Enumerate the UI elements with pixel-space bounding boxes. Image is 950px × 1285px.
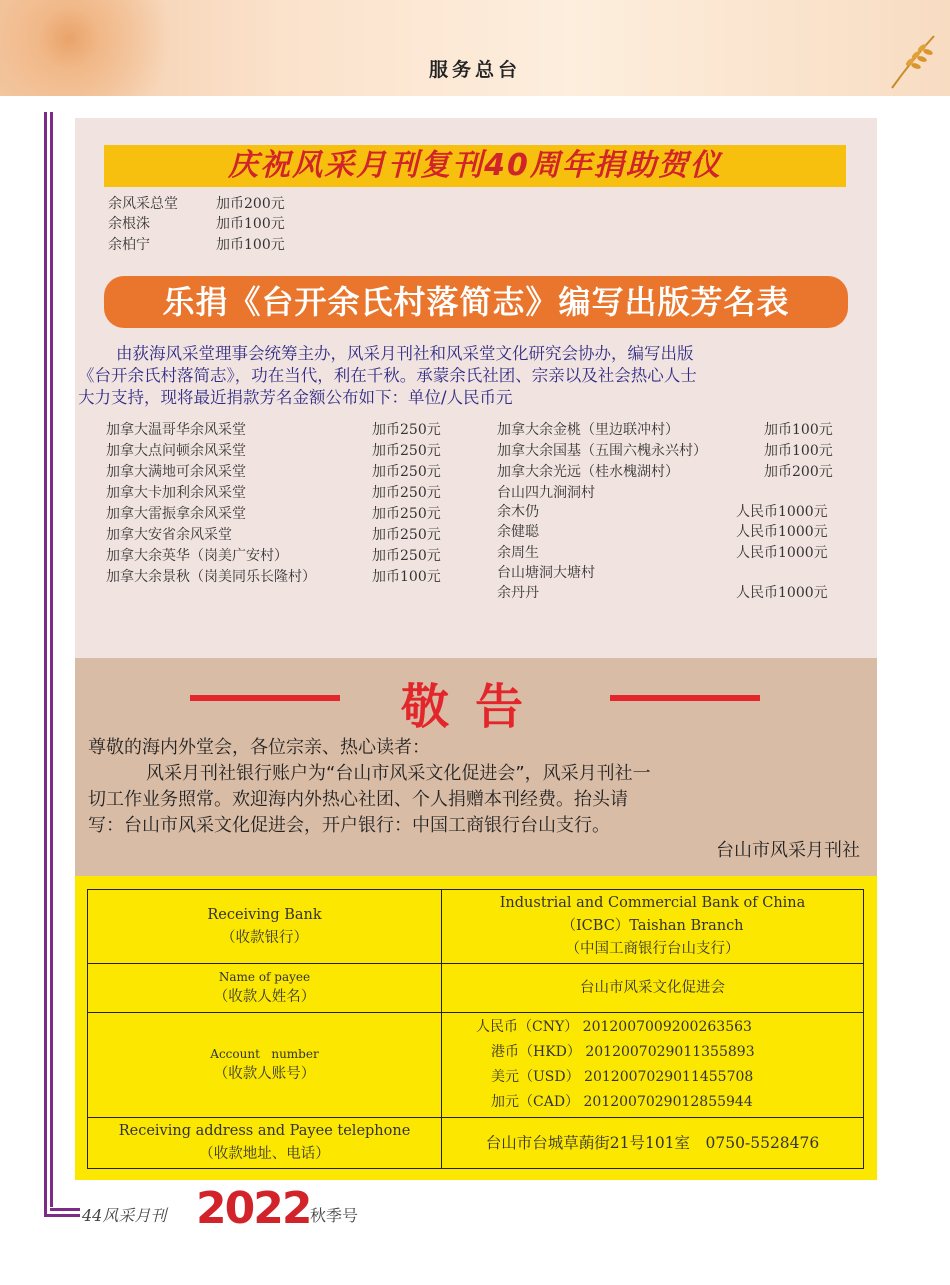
currency-label: 人民币（CNY） <box>476 1019 579 1035</box>
magazine-name: 风采月刊 <box>102 1206 167 1225</box>
address-value: 台山市台城草蓢街21号101室 0750-5528476 <box>442 1118 864 1169</box>
account-values <box>442 1013 864 1118</box>
table-row <box>88 964 864 1013</box>
notice-signature: 台山市风采月刊社 <box>716 840 860 861</box>
donor-name: 加拿大满地可余风采堂 <box>106 464 246 480</box>
payee-label <box>88 964 442 1013</box>
label-en: Name of payee <box>218 969 311 984</box>
donor-name: 加拿大余景秋（岗美同乐长隆村） <box>106 569 316 585</box>
account-number: 2012007009200263563 <box>582 1019 752 1035</box>
currency-label: 港币（HKD） <box>491 1044 581 1060</box>
currency-label: 加元（CAD） <box>491 1094 580 1110</box>
account-number: 2012007029011455708 <box>584 1069 754 1085</box>
donor-name: 余柏宁 <box>108 237 150 253</box>
anniversary-banner: 庆祝风采月刊复刊40周年捐助贺仪 <box>104 145 846 187</box>
donor-name: 余风采总堂 <box>108 196 178 212</box>
donor-name: 加拿大余英华（岗美广安村） <box>106 548 288 564</box>
page-footer <box>82 1203 166 1226</box>
account-row-hkd <box>446 1040 859 1065</box>
intro-line: 大力支持，现将最近捐款芳名金额公布如下：单位/人民币元 <box>78 388 513 407</box>
donor-name: 加拿大余国基（五围六槐永兴村） <box>497 443 707 459</box>
donor-amount: 加币250元 <box>372 422 441 438</box>
label-en: Account number <box>210 1046 319 1061</box>
payee-value: 台山市风采文化促进会 <box>442 964 864 1013</box>
donor-amount: 加币100元 <box>764 443 833 459</box>
donor-name: 加拿大温哥华余风采堂 <box>106 422 246 438</box>
donor-amount: 加币100元 <box>372 569 441 585</box>
address-label <box>88 1118 442 1169</box>
bank-info-table <box>87 889 864 1169</box>
publication-intro <box>78 343 878 409</box>
left-border-rule-inner <box>50 112 53 1207</box>
donor-amount: 加币100元 <box>216 237 285 253</box>
table-row <box>88 1013 864 1118</box>
section-title: 服务总台 <box>428 59 521 81</box>
account-number: 2012007029012855944 <box>583 1094 753 1110</box>
notice-title: 敬告 <box>400 679 549 735</box>
bottom-border-rule <box>44 1214 80 1217</box>
donor-amount: 人民币1000元 <box>736 585 828 601</box>
left-border-rule <box>44 112 47 1217</box>
notice-body <box>88 735 878 839</box>
donor-name: 余根洙 <box>108 216 150 232</box>
donor-name: 余丹丹 <box>497 585 539 601</box>
donor-amount: 加币250元 <box>372 485 441 501</box>
issue-season: 秋季号 <box>310 1206 359 1225</box>
donor-amount: 加币250元 <box>372 443 441 459</box>
account-row-usd <box>446 1065 859 1090</box>
donor-group: 台山塘洞大塘村 <box>497 565 595 581</box>
label-en: Receiving Bank <box>207 906 322 923</box>
intro-line: 由荻海风采堂理事会统筹主办，风采月刊社和风采堂文化研究会协办，编写出版 <box>116 344 694 363</box>
label-en: Receiving address and Payee telephone <box>118 1123 411 1139</box>
label-cn: （收款人姓名） <box>213 988 316 1005</box>
donor-name: 余木仍 <box>497 504 539 520</box>
donor-amount: 加币250元 <box>372 506 441 522</box>
donor-name: 加拿大卡加利余风采堂 <box>106 485 246 501</box>
bank-name-cn: （中国工商银行台山支行） <box>565 941 740 957</box>
donor-name: 加拿大余金桃（里边联冲村） <box>497 422 679 438</box>
donor-group: 台山四九涧洞村 <box>497 485 595 501</box>
donor-amount: 加币100元 <box>764 422 833 438</box>
donor-amount: 加币250元 <box>372 548 441 564</box>
donor-amount: 人民币1000元 <box>736 524 828 540</box>
notice-line: 切工作业务照常。欢迎海内外热心社团、个人捐赠本刊经费。抬头请 <box>88 789 628 810</box>
account-row-cny <box>446 1015 859 1040</box>
notice-line: 风采月刊社银行账户为“台山市风采文化促进会”，风采月刊社一 <box>146 763 651 784</box>
label-cn: （收款地址、电话） <box>199 1146 330 1162</box>
bank-name-en: Industrial and Commercial Bank of China <box>499 895 806 911</box>
bottom-border-rule-inner <box>50 1208 80 1211</box>
donor-amount: 加币250元 <box>372 464 441 480</box>
account-label <box>88 1013 442 1118</box>
donor-name: 余周生 <box>497 545 539 561</box>
table-row <box>88 890 864 964</box>
donor-name: 加拿大余光远（桂水槐湖村） <box>497 464 679 480</box>
receiving-bank-label <box>88 890 442 964</box>
currency-label: 美元（USD） <box>491 1069 580 1085</box>
donor-amount: 加币200元 <box>216 196 285 212</box>
receiving-bank-value <box>442 890 864 964</box>
donor-amount: 人民币1000元 <box>736 504 828 520</box>
notice-line: 写：台山市风采文化促进会，开户银行：中国工商银行台山支行。 <box>88 815 610 836</box>
label-cn: （收款银行） <box>221 929 308 946</box>
donor-amount: 加币100元 <box>216 216 285 232</box>
account-row-cad <box>446 1090 859 1115</box>
issue-year: 2022 <box>196 1183 311 1234</box>
table-row <box>88 1118 864 1169</box>
donor-name: 加拿大雷振拿余风采堂 <box>106 506 246 522</box>
donor-amount: 人民币1000元 <box>736 545 828 561</box>
notice-greeting: 尊敬的海内外堂会，各位宗亲、热心读者： <box>88 737 430 758</box>
donor-name: 加拿大点问顿余风采堂 <box>106 443 246 459</box>
publication-banner: 乐捐《台开余氏村落简志》编写出版芳名表 <box>104 276 848 328</box>
label-cn: （收款人账号） <box>213 1065 316 1082</box>
donor-amount: 加币200元 <box>764 464 833 480</box>
page-number: 44 <box>82 1206 103 1225</box>
account-number: 2012007029011355893 <box>585 1044 755 1060</box>
donor-name: 余健聪 <box>497 524 539 540</box>
intro-line: 《台开余氏村落简志》，功在当代，利在千秋。承蒙余氏社团、宗亲以及社会热心人士 <box>78 366 697 385</box>
page-header <box>0 0 950 96</box>
bank-branch-en: （ICBC）Taishan Branch <box>561 918 744 934</box>
donor-amount: 加币250元 <box>372 527 441 543</box>
donor-name: 加拿大安省余风采堂 <box>106 527 232 543</box>
